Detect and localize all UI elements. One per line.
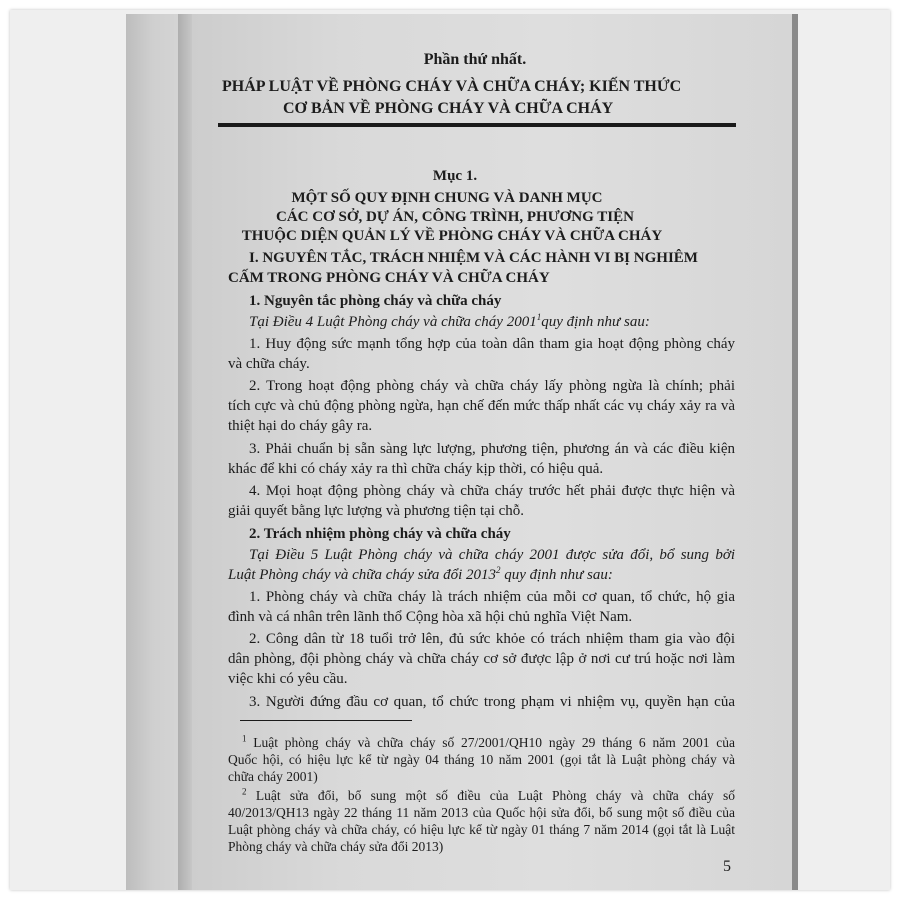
item-1-paragraph-2-line-3: thiệt hại do cháy gây ra. (228, 418, 373, 434)
section-title-line-2: CÁC CƠ SỞ, DỰ ÁN, CÔNG TRÌNH, PHƯƠNG TIỆN (276, 209, 634, 225)
footnote-1-line-1: $^1$ Luật phòng cháy và chữa cháy số 27/2001/QH10 ngày 29 tháng 6 năm 2001 của (242, 733, 735, 750)
item-1-paragraph-3-line-1: 3. Phải chuẩn bị sẵn sàng lực lượng, phương tiện, phương án và các điều kiện (249, 441, 735, 457)
item-2-paragraph-1-line-2: đình và cá nhân trên lãnh thổ Cộng hòa xã hội chủ nghĩa Việt Nam. (228, 609, 633, 625)
section-title-line-1: MỘT SỐ QUY ĐỊNH CHUNG VÀ DANH MỤC (291, 190, 603, 206)
item-2-paragraph-2-line-2: dân phòng, đội phòng cháy và chữa cháy cơ sở được lập ở nơi cư trú hoặc nơi làm (228, 651, 735, 667)
item-1-paragraph-3-line-2: khác để khi có cháy xảy ra thì chữa cháy kịp thời, có hiệu quả. (228, 461, 604, 477)
item-2-paragraph-1-line-1: 1. Phòng cháy và chữa cháy là trách nhiệm của mỗi cơ quan, tổ chức, hộ gia (249, 589, 735, 605)
footnote-2-line-2: 40/2013/QH13 ngày 22 tháng 11 năm 2013 của Quốc hội sửa đổi, bổ sung một số điều của (228, 805, 735, 820)
item-1-heading: 1. Nguyên tắc phòng cháy và chữa cháy (249, 293, 502, 309)
footnote-2-line-1: $^2$ Luật sửa đổi, bổ sung một số điều của Luật Phòng cháy và chữa cháy số (242, 786, 735, 803)
subsection-title-line-1: I. NGUYÊN TẮC, TRÁCH NHIỆM VÀ CÁC HÀNH VI BỊ NGHIÊM (249, 250, 698, 266)
heading-rule (218, 123, 736, 127)
subsection-title-line-2: CẤM TRONG PHÒNG CHÁY VÀ CHỮA CHÁY (228, 270, 550, 286)
item-2-intro-line-2: Luật Phòng cháy và chữa cháy sửa đổi 2013$^2$ quy định như sau: (228, 565, 613, 583)
item-2-paragraph-3-line-1: 3. Người đứng đầu cơ quan, tổ chức trong phạm vi nhiệm vụ, quyền hạn của (249, 694, 735, 710)
item-1-paragraph-2-line-2: tích cực và chủ động phòng ngừa, hạn chế đến mức thấp nhất các vụ cháy xảy ra và (228, 398, 735, 414)
part-heading: Phần thứ nhất. (423, 51, 527, 68)
item-1-paragraph-4-line-2: giải quyết bằng lực lượng và phương tiện tại chỗ. (228, 503, 525, 519)
item-1-paragraph-1-line-2: và chữa cháy. (228, 356, 310, 372)
item-2-heading: 2. Trách nhiệm phòng cháy và chữa cháy (249, 526, 511, 542)
part-title-line-2: CƠ BẢN VỀ PHÒNG CHÁY VÀ CHỮA CHÁY (283, 100, 614, 117)
footnote-1-line-2: Quốc hội, có hiệu lực kể từ ngày 04 tháng 10 năm 2001 (gọi tắt là Luật phòng cháy và (228, 752, 735, 767)
item-1-paragraph-4-line-1: 4. Mọi hoạt động phòng cháy và chữa cháy trước hết phải được thực hiện và (249, 483, 735, 499)
page-number: 5 (723, 858, 731, 875)
item-2-paragraph-2-line-1: 2. Công dân từ 18 tuổi trở lên, đủ sức khỏe có trách nhiệm tham gia vào đội (249, 631, 735, 647)
item-1-intro: Tại Điều 4 Luật Phòng cháy và chữa cháy 2001$^1$quy định như sau: (249, 312, 650, 330)
footnote-2-line-4: Phòng cháy và chữa cháy sửa đổi 2013) (228, 839, 444, 854)
section-title-line-3: THUỘC DIỆN QUẢN LÝ VỀ PHÒNG CHÁY VÀ CHỮA CHÁY (241, 228, 663, 244)
footnote-1-line-3: chữa cháy 2001) (228, 769, 318, 784)
item-2-paragraph-2-line-3: việc khi có yêu cầu. (228, 671, 348, 687)
item-1-paragraph-2-line-1: 2. Trong hoạt động phòng cháy và chữa cháy lấy phòng ngừa là chính; phải (249, 378, 735, 394)
footnote-2-line-3: Luật phòng cháy và chữa cháy, có hiệu lực kể từ ngày 01 tháng 7 năm 2014 (gọi tắt là Luật (228, 822, 735, 837)
item-1-paragraph-1-line-1: 1. Huy động sức mạnh tổng hợp của toàn dân tham gia hoạt động phòng cháy (249, 336, 735, 352)
section-label: Mục 1. (432, 168, 478, 184)
item-2-intro-line-1: Tại Điều 5 Luật Phòng cháy và chữa cháy 2001 được sửa đổi, bổ sung bởi (249, 547, 735, 563)
part-title-line-1: PHÁP LUẬT VỀ PHÒNG CHÁY VÀ CHỮA CHÁY; KIẾN THỨC (222, 78, 682, 95)
footnote-separator (240, 720, 412, 721)
